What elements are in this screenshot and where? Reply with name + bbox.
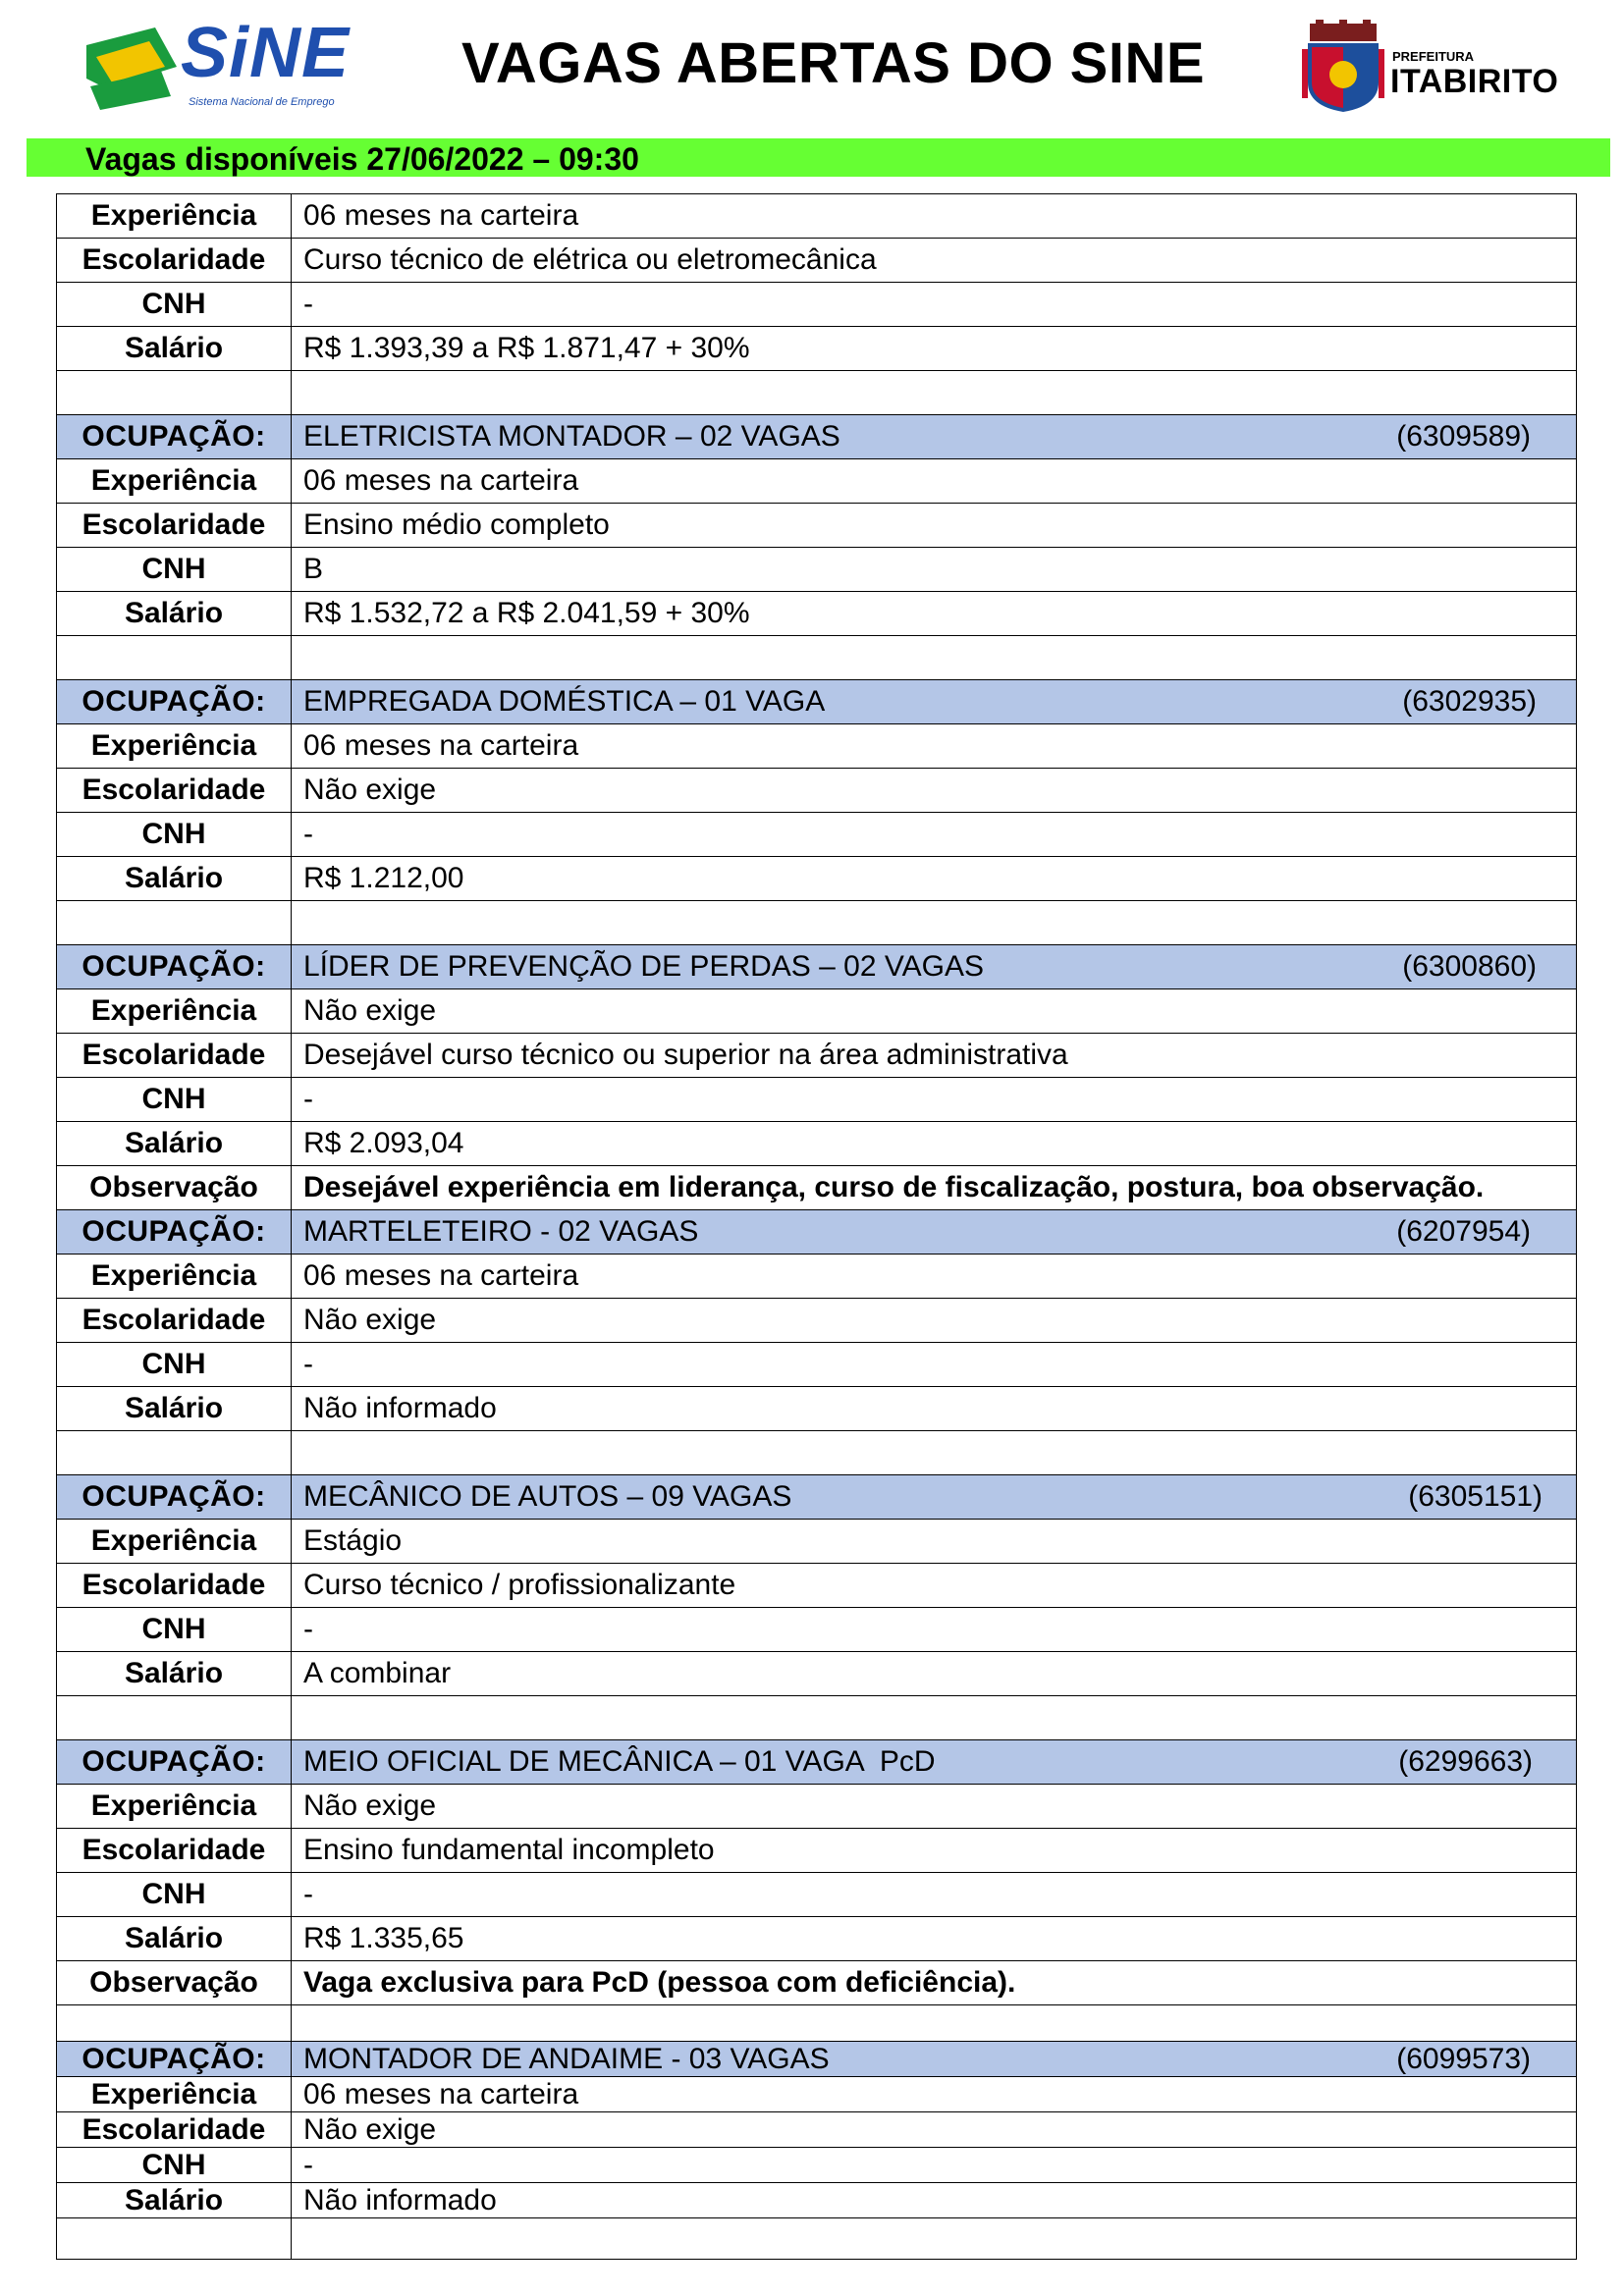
license-label: CNH — [57, 1343, 292, 1387]
note-value: Vaga exclusiva para PcD (pessoa com deficiência). — [292, 1961, 1577, 2005]
salary-label: Salário — [57, 1387, 292, 1431]
occupation-title: LÍDER DE PREVENÇÃO DE PERDAS – 02 VAGAS — [303, 950, 985, 983]
table-row — [57, 1564, 1577, 1608]
salary-value: A combinar — [292, 1652, 1577, 1696]
license-label: CNH — [57, 2148, 292, 2183]
occupation-row — [57, 2042, 1577, 2077]
table-row — [57, 194, 1577, 239]
occupation-row — [57, 1475, 1577, 1520]
table-row — [57, 1652, 1577, 1696]
job-code: (6099573) — [1396, 2042, 1531, 2075]
salary-label: Salário — [57, 1652, 292, 1696]
salary-label: Salário — [57, 2183, 292, 2218]
occupation-row — [57, 1740, 1577, 1785]
experience-label: Experiência — [57, 194, 292, 239]
table-row — [57, 1034, 1577, 1078]
table-row — [57, 1122, 1577, 1166]
occupation-title: EMPREGADA DOMÉSTICA – 01 VAGA — [303, 685, 826, 718]
salary-label: Salário — [57, 857, 292, 901]
occupation-title: MONTADOR DE ANDAIME - 03 VAGAS — [303, 2042, 830, 2075]
salary-value: R$ 2.093,04 — [292, 1122, 1577, 1166]
license-value: - — [292, 813, 1577, 857]
salary-label: Salário — [57, 1122, 292, 1166]
experience-label: Experiência — [57, 1520, 292, 1564]
date-bar — [27, 138, 1610, 177]
spacer-row — [57, 901, 1577, 945]
salary-value: R$ 1.393,39 a R$ 1.871,47 + 30% — [292, 327, 1577, 371]
license-value: B — [292, 548, 1577, 592]
table-row — [57, 1873, 1577, 1917]
salary-value: R$ 1.335,65 — [292, 1917, 1577, 1961]
spacer-row — [57, 1431, 1577, 1475]
table-row — [57, 989, 1577, 1034]
table-row — [57, 1387, 1577, 1431]
experience-label: Experiência — [57, 1255, 292, 1299]
schooling-value: Desejável curso técnico ou superior na área administrativa — [292, 1034, 1577, 1078]
occupation-title: ELETRICISTA MONTADOR – 02 VAGAS — [303, 420, 840, 453]
table-row — [57, 769, 1577, 813]
table-row — [57, 1166, 1577, 1210]
schooling-value: Não exige — [292, 1299, 1577, 1343]
schooling-value: Não exige — [292, 2112, 1577, 2148]
occupation-title: MECÂNICO DE AUTOS – 09 VAGAS — [303, 1480, 792, 1513]
salary-value: Não informado — [292, 1387, 1577, 1431]
license-value: - — [292, 2148, 1577, 2183]
schooling-value: Ensino fundamental incompleto — [292, 1829, 1577, 1873]
schooling-label: Escolaridade — [57, 504, 292, 548]
note-value: Desejável experiência em liderança, curso de fiscalização, postura, boa observação. — [292, 1166, 1577, 1210]
schooling-value: Ensino médio completo — [292, 504, 1577, 548]
license-label: CNH — [57, 283, 292, 327]
license-value: - — [292, 1078, 1577, 1122]
occupation-row — [57, 945, 1577, 989]
note-label: Observação — [57, 1166, 292, 1210]
occupation-label: OCUPAÇÃO: — [57, 1210, 292, 1255]
table-row — [57, 1299, 1577, 1343]
prefeitura-label: PREFEITURA — [1392, 49, 1475, 64]
table-row — [57, 504, 1577, 548]
table-row — [57, 459, 1577, 504]
occupation-title: MEIO OFICIAL DE MECÂNICA – 01 VAGA PcD — [303, 1745, 936, 1778]
table-row — [57, 1917, 1577, 1961]
table-row — [57, 724, 1577, 769]
table-row — [57, 2183, 1577, 2218]
table-row — [57, 327, 1577, 371]
city-crest-icon — [1302, 20, 1384, 114]
experience-value: 06 meses na carteira — [292, 724, 1577, 769]
experience-value: 06 meses na carteira — [292, 1255, 1577, 1299]
note-label: Observação — [57, 1961, 292, 2005]
experience-value: Não exige — [292, 1785, 1577, 1829]
license-label: CNH — [57, 1078, 292, 1122]
experience-value: Estágio — [292, 1520, 1577, 1564]
table-row — [57, 1961, 1577, 2005]
salary-label: Salário — [57, 1917, 292, 1961]
job-code: (6299663) — [1398, 1745, 1533, 1778]
occupation-row — [57, 680, 1577, 724]
table-row — [57, 813, 1577, 857]
table-row — [57, 1343, 1577, 1387]
experience-value: 06 meses na carteira — [292, 2077, 1577, 2112]
sine-logo-subtitle: Sistema Nacional de Emprego — [189, 96, 335, 108]
table-row — [57, 857, 1577, 901]
spacer-row — [57, 2005, 1577, 2042]
spacer-row — [57, 1696, 1577, 1740]
salary-value: R$ 1.532,72 a R$ 2.041,59 + 30% — [292, 592, 1577, 636]
job-code: (6309589) — [1396, 420, 1531, 453]
table-row — [57, 1785, 1577, 1829]
license-label: CNH — [57, 1873, 292, 1917]
experience-label: Experiência — [57, 989, 292, 1034]
experience-value: 06 meses na carteira — [292, 459, 1577, 504]
spacer-row — [57, 2218, 1577, 2260]
experience-label: Experiência — [57, 724, 292, 769]
occupation-label: OCUPAÇÃO: — [57, 2042, 292, 2077]
occupation-row — [57, 415, 1577, 459]
license-value: - — [292, 1873, 1577, 1917]
occupation-label: OCUPAÇÃO: — [57, 945, 292, 989]
sine-logo-text: SiNE — [181, 14, 351, 92]
occupation-label: OCUPAÇÃO: — [57, 415, 292, 459]
license-value: - — [292, 1343, 1577, 1387]
city-name: ITABIRITO — [1390, 63, 1559, 100]
salary-label: Salário — [57, 327, 292, 371]
table-row — [57, 2077, 1577, 2112]
schooling-label: Escolaridade — [57, 1829, 292, 1873]
occupation-row — [57, 1210, 1577, 1255]
sine-logo — [86, 14, 361, 114]
salary-label: Salário — [57, 592, 292, 636]
schooling-label: Escolaridade — [57, 1034, 292, 1078]
occupation-label: OCUPAÇÃO: — [57, 1475, 292, 1520]
experience-label: Experiência — [57, 2077, 292, 2112]
occupation-label: OCUPAÇÃO: — [57, 1740, 292, 1785]
spacer-row — [57, 371, 1577, 415]
sine-flag-icon — [86, 27, 177, 110]
experience-value: Não exige — [292, 989, 1577, 1034]
table-row — [57, 2148, 1577, 2183]
table-row — [57, 1829, 1577, 1873]
license-value: - — [292, 1608, 1577, 1652]
table-row — [57, 2112, 1577, 2148]
schooling-label: Escolaridade — [57, 769, 292, 813]
table-row — [57, 592, 1577, 636]
license-label: CNH — [57, 1608, 292, 1652]
table-row — [57, 548, 1577, 592]
schooling-label: Escolaridade — [57, 2112, 292, 2148]
experience-value: 06 meses na carteira — [292, 194, 1577, 239]
schooling-label: Escolaridade — [57, 239, 292, 283]
license-label: CNH — [57, 548, 292, 592]
prefeitura-logo — [1302, 20, 1559, 118]
page-title: VAGAS ABERTAS DO SINE — [461, 31, 1206, 95]
license-label: CNH — [57, 813, 292, 857]
schooling-label: Escolaridade — [57, 1299, 292, 1343]
occupation-title: MARTELETEIRO - 02 VAGAS — [303, 1215, 699, 1248]
schooling-label: Escolaridade — [57, 1564, 292, 1608]
schooling-value: Curso técnico de elétrica ou eletromecânica — [292, 239, 1577, 283]
table-row — [57, 1520, 1577, 1564]
spacer-row — [57, 636, 1577, 680]
table-row — [57, 1078, 1577, 1122]
salary-value: Não informado — [292, 2183, 1577, 2218]
date-bar-text: Vagas disponíveis 27/06/2022 – 09:30 — [85, 141, 639, 177]
job-code: (6302935) — [1402, 685, 1537, 718]
table-row — [57, 1255, 1577, 1299]
schooling-value: Curso técnico / profissionalizante — [292, 1564, 1577, 1608]
table-row — [57, 1608, 1577, 1652]
schooling-value: Não exige — [292, 769, 1577, 813]
job-code: (6207954) — [1396, 1215, 1531, 1248]
job-code: (6300860) — [1402, 950, 1537, 983]
license-value: - — [292, 283, 1577, 327]
jobs-table — [56, 193, 1577, 2260]
table-row — [57, 239, 1577, 283]
occupation-label: OCUPAÇÃO: — [57, 680, 292, 724]
job-code: (6305151) — [1408, 1480, 1543, 1513]
experience-label: Experiência — [57, 1785, 292, 1829]
experience-label: Experiência — [57, 459, 292, 504]
salary-value: R$ 1.212,00 — [292, 857, 1577, 901]
table-row — [57, 283, 1577, 327]
